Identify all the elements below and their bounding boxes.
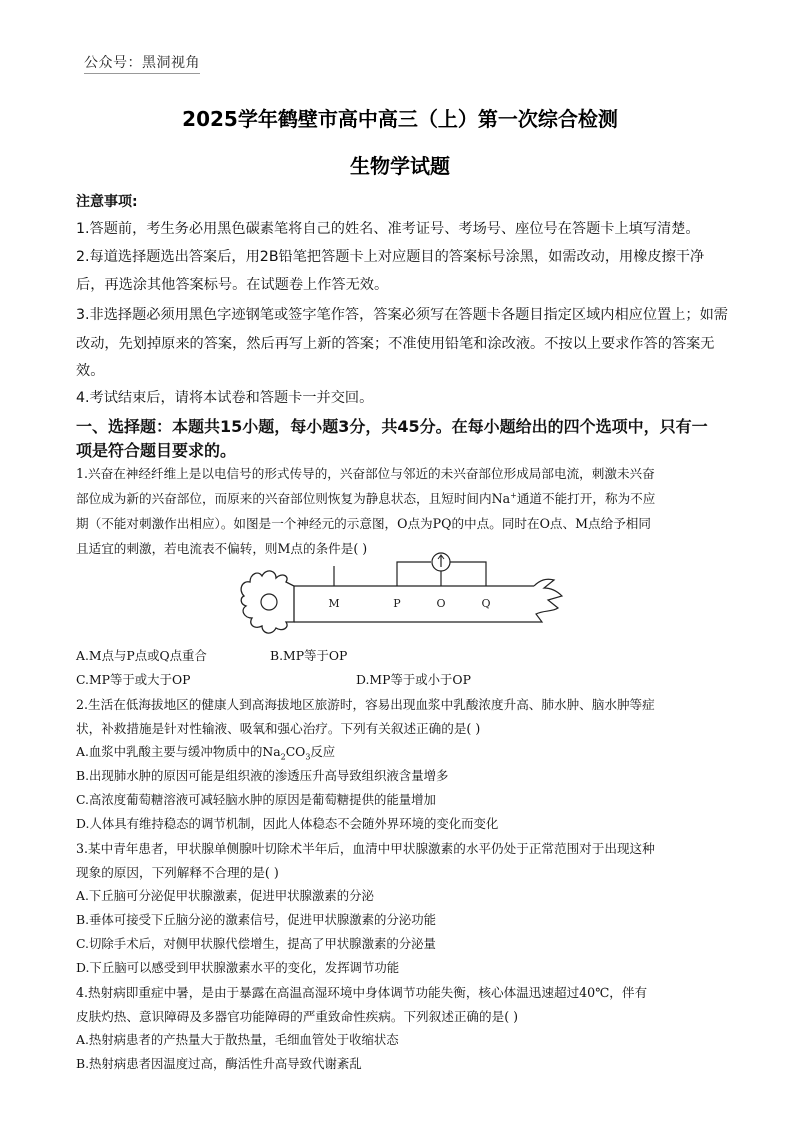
q4-stem: 皮肤灼热、意识障碍及多器官功能障碍的严重致命性疾病。下列叙述正确的是( ) xyxy=(76,1009,519,1024)
notice-line: 改动，先划掉原来的答案，然后再写上新的答案；不准使用铅笔和涂改液。不按以上要求作答的答案无 xyxy=(76,336,715,352)
q1-stem: 期（不能对刺激作出相应）。如图是一个神经元的示意图，O点为PQ的中点。同时在O点、M点给予相同 xyxy=(76,516,651,531)
exam-subtitle: 生物学试题 xyxy=(350,154,450,178)
q1-stem-part: 部位成为新的兴奋部位，而原来的兴奋部位则恢复为静息状态，且短时间内Na xyxy=(76,491,511,506)
q3-option-d: D.下丘脑可以感受到甲状腺激素水平的变化，发挥调节功能 xyxy=(76,960,400,975)
notice-line: 2.每道选择题选出答案后，用2B铅笔把答题卡上对应题目的答案标号涂黑，如需改动，用橡皮擦干净 xyxy=(76,249,705,265)
notice-line: 4.考试结束后，请将本试卷和答题卡一并交回。 xyxy=(76,390,374,406)
label-o: O xyxy=(436,597,446,610)
q4-stem: 4.热射病即重症中暑，是由于暴露在高温高湿环境中身体调节功能失衡，核心体温迅速超过40℃，伴有 xyxy=(76,985,648,1000)
q1-option-c: C.MP等于或大于OP xyxy=(76,672,191,687)
q3-stem: 3.某中青年患者，甲状腺单侧腺叶切除术半年后，血清中甲状腺激素的水平仍处于正常范围对于出现这种 xyxy=(76,841,655,856)
section-heading: 一、选择题：本题共15小题，每小题3分，共45分。在每小题给出的四个选项中，只有一 xyxy=(76,417,708,436)
q3-option-b: B.垂体可接受下丘脑分泌的激素信号，促进甲状腺激素的分泌功能 xyxy=(76,912,436,927)
q2-option-c: C.高浓度葡萄糖溶液可减轻脑水肿的原因是葡萄糖提供的能量增加 xyxy=(76,792,436,807)
q1-option-a: A.M点与P点或Q点重合 xyxy=(76,648,207,663)
watermark: 公众号：黑洞视角 xyxy=(84,52,200,74)
q2-option-b: B.出现肺水肿的原因可能是组织液的渗透压升高导致组织液含量增多 xyxy=(76,768,449,783)
neuron-cell-body xyxy=(241,571,294,633)
q1-stem: 且适宜的刺激，若电流表不偏转，则M点的条件是( ) xyxy=(76,541,368,556)
q3-option-c: C.切除手术后，对侧甲状腺代偿增生，提高了甲状腺激素的分泌量 xyxy=(76,936,436,951)
galvanometer-wire xyxy=(397,562,431,586)
label-m: M xyxy=(328,597,340,610)
q1-stem: 1.兴奋在神经纤维上是以电信号的形式传导的，兴奋部位与邻近的未兴奋部位形成局部电流，刺激未兴奋 xyxy=(76,466,655,481)
notice-line: 后，再选涂其他答案标号。在试题卷上作答无效。 xyxy=(76,277,389,293)
q4-option-b: B.热射病患者因温度过高，酶活性升高导致代谢紊乱 xyxy=(76,1056,362,1071)
galvanometer-wire xyxy=(450,562,486,586)
q2-option-a xyxy=(76,742,335,761)
notice-heading: 注意事项: xyxy=(76,194,138,210)
q1-stem-sup: + xyxy=(510,490,517,500)
q1-option-b: B.MP等于OP xyxy=(270,648,348,663)
q2-option-a-part: CO xyxy=(285,744,306,759)
q2-option-a-sub: 2 xyxy=(280,752,286,762)
notice-line: 效。 xyxy=(76,363,105,379)
q1-stem-part: 通道不能打开，称为不应 xyxy=(516,491,656,506)
q1-stem xyxy=(76,488,655,507)
q2-stem: 2.生活在低海拔地区的健康人到高海拔地区旅游时，容易出现血浆中乳酸浓度升高、肺水肿、脑水肿等症 xyxy=(76,697,655,712)
q2-option-a-sub: 3 xyxy=(305,752,311,762)
q1-option-d: D.MP等于或小于OP xyxy=(356,672,471,687)
q2-option-a-part: 反应 xyxy=(310,744,336,759)
q2-option-a-part: A.血浆中乳酸主要与缓冲物质中的Na xyxy=(76,744,281,759)
section-heading-cont: 项是符合题目要求的。 xyxy=(76,441,237,460)
q3-stem: 现象的原因，下列解释不合理的是( ) xyxy=(76,865,279,880)
axon-terminal xyxy=(534,579,562,622)
label-q: Q xyxy=(481,597,491,610)
notice-line: 1.答题前，考生务必用黑色碳素笔将自己的姓名、准考证号、考场号、座位号在答题卡上填写清楚。 xyxy=(76,221,700,237)
q2-option-d: D.人体具有维持稳态的调节机制，因此人体稳态不会随外界环境的变化而变化 xyxy=(76,816,499,831)
q4-option-a: A.热射病患者的产热量大于散热量，毛细血管处于收缩状态 xyxy=(76,1032,399,1047)
neuron-nucleus xyxy=(261,594,277,610)
q2-stem: 状，补救措施是针对性输液、吸氧和强心治疗。下列有关叙述正确的是( ) xyxy=(76,721,481,736)
notice-line: 3.非选择题必须用黑色字迹钢笔或签字笔作答，答案必须写在答题卡各题目指定区域内相应位置上；如需 xyxy=(76,307,728,323)
label-p: P xyxy=(393,597,401,610)
neuron-figure xyxy=(236,552,566,636)
q3-option-a: A.下丘脑可分泌促甲状腺激素，促进甲状腺激素的分泌 xyxy=(76,888,374,903)
exam-title: 2025学年鹤壁市高中高三（上）第一次综合检测 xyxy=(182,107,618,131)
